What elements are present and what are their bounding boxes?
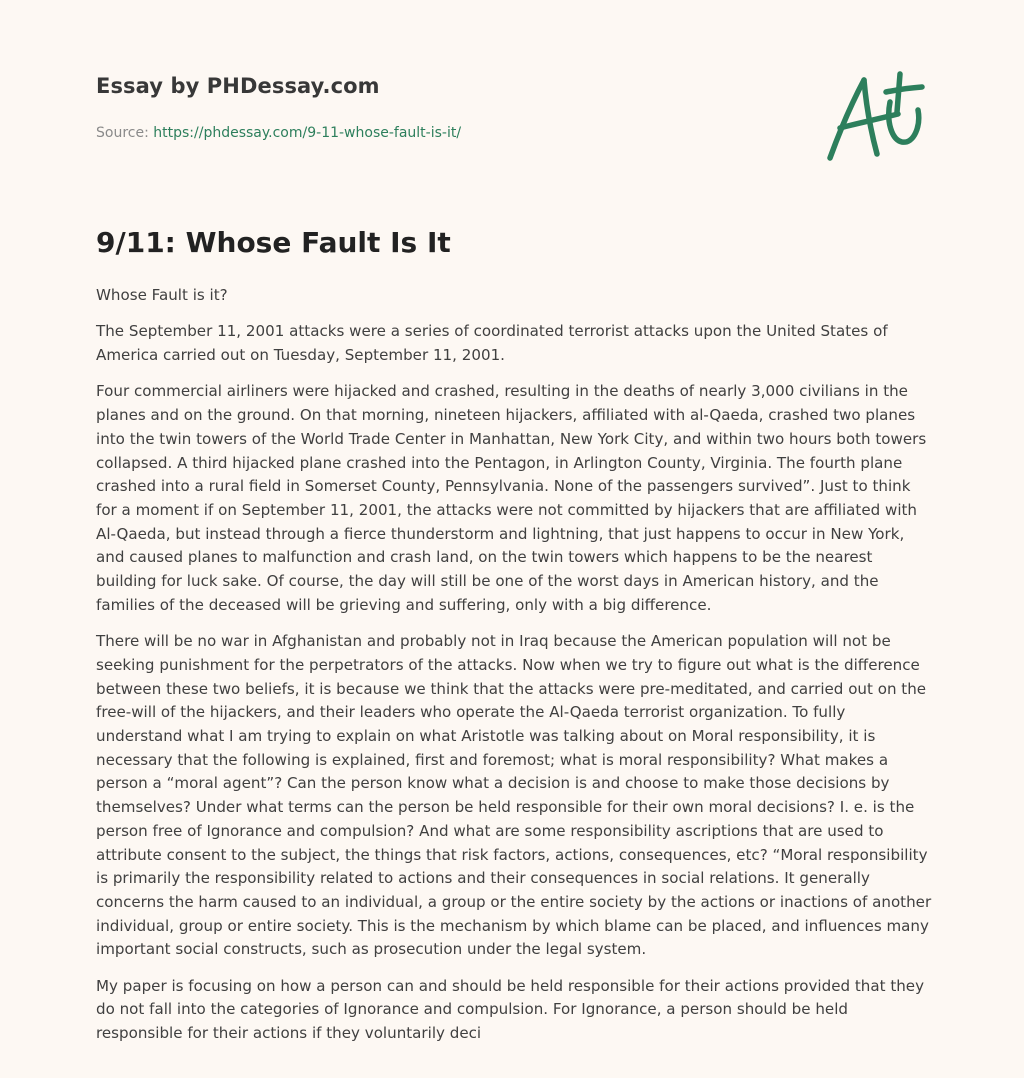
essay-paragraph: The September 11, 2001 attacks were a series of coordinated terrorist attacks upon the United States of America carried out on Tuesday, September 11, 2001. [96,322,888,365]
essay-paragraph: Four commercial airliners were hijacked and crashed, resulting in the deaths of nearly 3,000 civilians in the planes and on the ground. On that morning, nineteen hijackers, affiliated with al-Qaeda, crashed two planes into the twin towers of the World Trade Center in Manhattan, New York City, and within two hours both towers collapsed. A third hijacked plane crashed into the Pentagon, in Arlington County, Virginia. The fourth plane crashed into a rural field in Somerset County, Pennsylvania. None of the passengers survived”. Just to think for a moment if on September 11, 2001, the attacks were not committed by hijackers that are affiliated with Al-Qaeda, but instead through a fierce thunderstorm and lightning, that just happens to occur in New York, and caused planes to malfunction and crash land, on the twin towers which happens to be the nearest building for luck sake. Of course, the day will still be one of the worst days in American history, and the families of the deceased will be grieving and suffering, only with a big difference. [96,382,927,614]
source-link[interactable]: https://phdessay.com/9-11-whose-fault-is-it/ [153,125,462,141]
essay-title: 9/11: Whose Fault Is It [96,226,451,259]
essay-paragraph: Whose Fault is it? [96,286,228,304]
essay-paragraph: My paper is focusing on how a person can and should be held responsible for their actions provided that they do not fall into the categories of Ignorance and compulsion. For Ignorance, a person should be held responsible for their actions if they voluntarily deci [96,976,925,1043]
source-label: Source: [96,125,149,141]
site-header [96,74,936,141]
brand-name: Essay by PHDessay.com [96,74,380,98]
essay-paragraph: There will be no war in Afghanistan and probably not in Iraq because the American population will not be seeking punishment for the perpetrators of the attacks. Now when we try to figure out what is the difference between these two beliefs, it is because we think that the attacks were pre-meditated, and carried out on the free-will of the hijackers, and their leaders who operate the Al-Qaeda terrorist organization. To fully understand what I am trying to explain on what Aristotle was talking about on Moral responsibility, it is necessary that the following is explained, first and foremost; what is moral responsibility? What makes a person a “moral agent”? Can the person know what a decision is and choose to make those decisions by themselves? Under what terms can the person be held responsible for their own moral decisions? I. e. is the person free of Ignorance and compulsion? And what are some responsibility ascriptions that are used to attribute consent to the subject, the things that risk factors, actions, consequences, etc? “Moral responsibility is primarily the responsibility related to actions and their consequences in social relations. It generally concerns the harm caused to an individual, a group or the entire society by the actions or inactions of another individual, group or entire society. This is the mechanism by which blame can be placed, and influences many important social constructs, such as prosecution under the legal system. [96,632,932,959]
source-line [96,125,461,141]
essay-body [96,284,932,1059]
a-plus-logo-icon [822,66,932,166]
